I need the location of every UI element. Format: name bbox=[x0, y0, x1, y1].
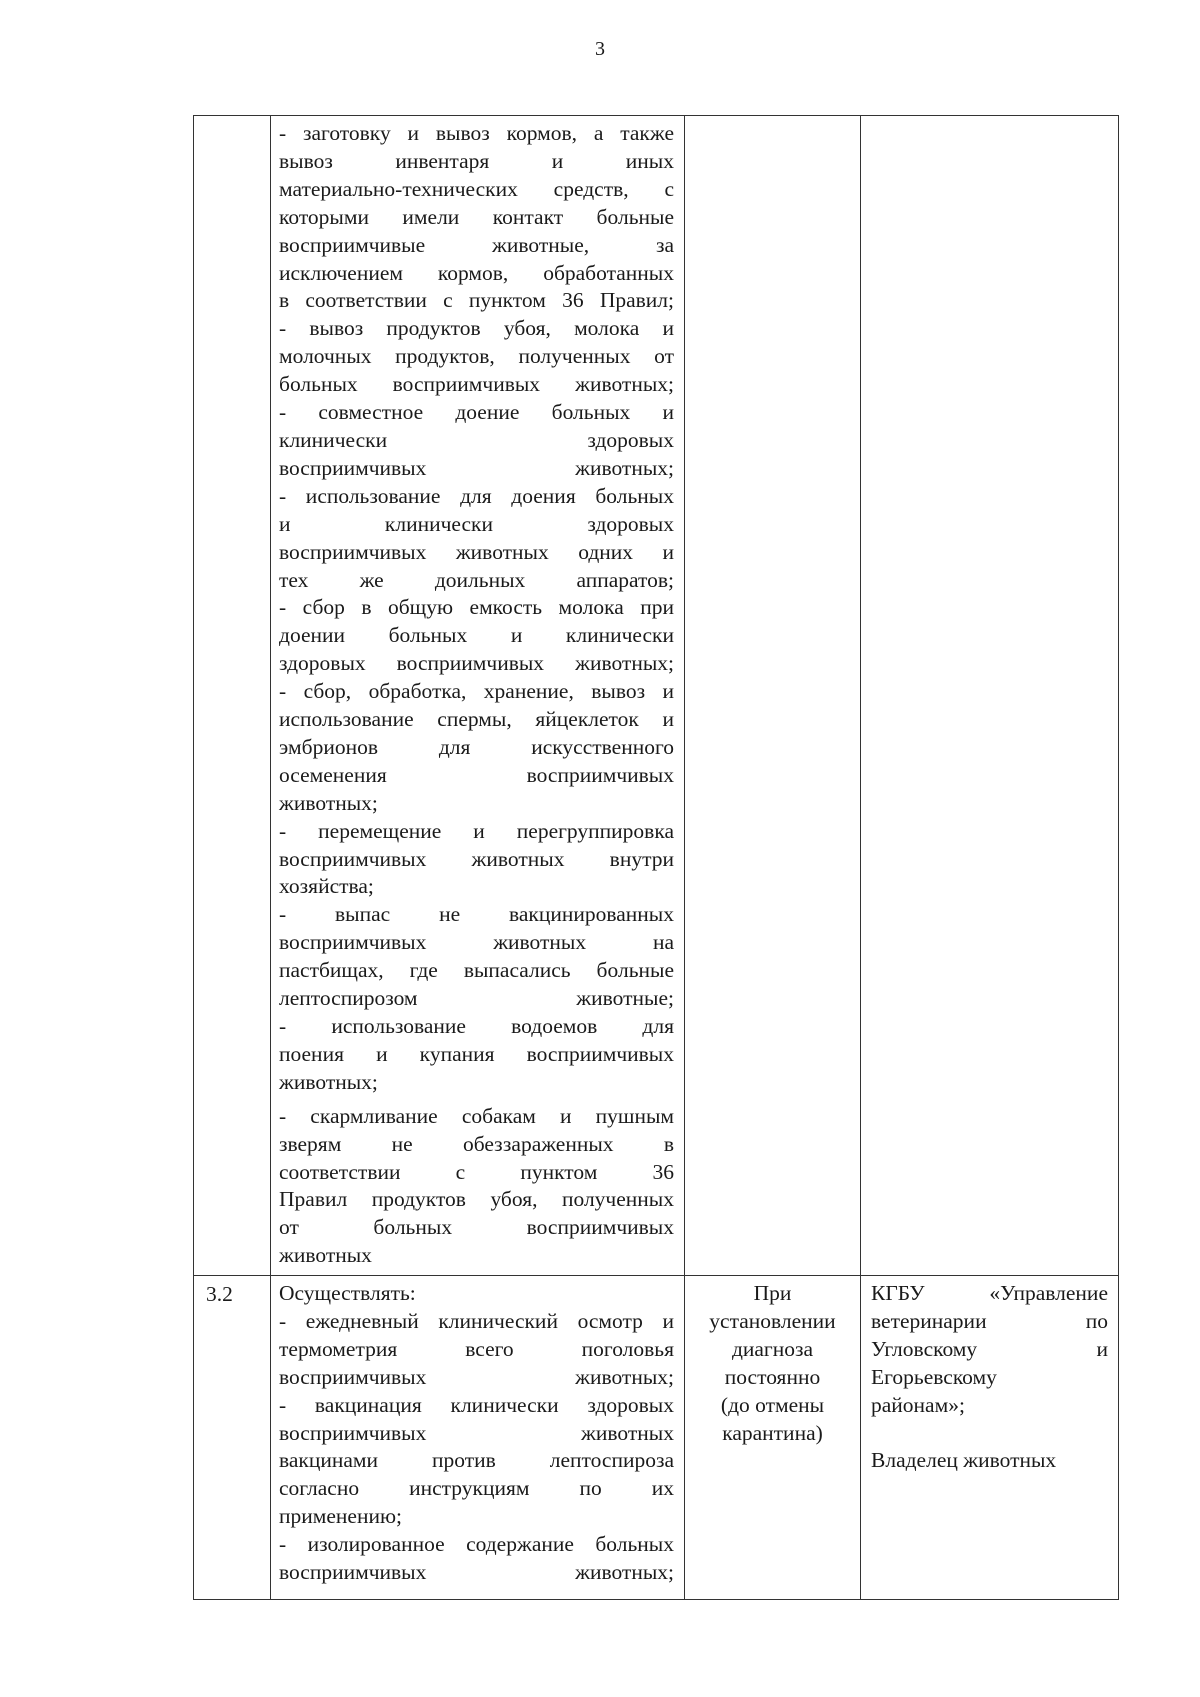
period-cell bbox=[685, 1276, 861, 1600]
measure-line: эмбрионов для искусственного bbox=[279, 734, 674, 759]
responsible-line: КГБУ «Управление bbox=[871, 1281, 1108, 1305]
measure-line: восприимчивых животных; bbox=[279, 1364, 674, 1389]
responsible-line: районам»; bbox=[871, 1392, 965, 1417]
measure-line: восприимчивых животных; bbox=[279, 455, 674, 480]
measure-line: животных; bbox=[279, 790, 378, 815]
measure-line: восприимчивых животных на bbox=[279, 930, 674, 955]
measure-line: - ежедневный клинический осмотр и bbox=[279, 1308, 674, 1333]
measure-line: - совместное доение больных и bbox=[279, 400, 674, 425]
measure-line: термометрия всего поголовья bbox=[279, 1336, 674, 1361]
measure-line: хозяйства; bbox=[279, 874, 374, 899]
measure-line: вывоз инвентаря и иных bbox=[279, 148, 674, 173]
measure-line: тех же доильных аппаратов; bbox=[279, 567, 674, 592]
page-number: 3 bbox=[595, 38, 605, 60]
measure-description bbox=[271, 1276, 685, 1600]
measures-table bbox=[193, 115, 1119, 1600]
measure-line: осеменения восприимчивых bbox=[279, 762, 674, 787]
measure-line: здоровых восприимчивых животных; bbox=[279, 651, 674, 676]
measure-line: восприимчивые животные, за bbox=[279, 232, 674, 257]
measure-line: материально-технических средств, с bbox=[279, 176, 674, 201]
period-line: постоянно bbox=[724, 1364, 821, 1389]
measure-line: лептоспирозом животные; bbox=[279, 986, 674, 1011]
period-line: диагноза bbox=[731, 1336, 814, 1361]
measure-line: животных bbox=[279, 1243, 372, 1268]
responsible-line: ветеринарии по bbox=[871, 1308, 1108, 1333]
responsible-line: Владелец животных bbox=[871, 1448, 1057, 1473]
period-cell bbox=[685, 116, 861, 1276]
table-row bbox=[194, 116, 1119, 1276]
measure-line: больных восприимчивых животных; bbox=[279, 372, 674, 397]
measure-line: животных; bbox=[279, 1069, 378, 1094]
row-number: 3.2 bbox=[194, 1276, 271, 1600]
measure-line: использование спермы, яйцеклеток и bbox=[279, 707, 674, 732]
measure-line: - вывоз продуктов убоя, молока и bbox=[279, 316, 674, 341]
measure-line: пастбищах, где выпасались больные bbox=[279, 958, 674, 983]
measure-line: восприимчивых животных; bbox=[279, 1560, 674, 1585]
measure-line: применению; bbox=[279, 1504, 403, 1529]
measure-line: Правил продуктов убоя, полученных bbox=[279, 1187, 674, 1212]
measure-line: - использование для доения больных bbox=[279, 483, 674, 508]
period-line: (до отмены bbox=[720, 1392, 825, 1417]
measure-line: - скармливание собакам и пушным bbox=[279, 1103, 674, 1128]
measure-line: - использование водоемов для bbox=[279, 1014, 674, 1038]
responsible-cell bbox=[861, 1276, 1119, 1600]
period-line: При bbox=[753, 1281, 792, 1305]
blank-line bbox=[871, 1420, 1108, 1448]
measure-line: которыми имели контакт больные bbox=[279, 204, 674, 229]
measure-line: от больных восприимчивых bbox=[279, 1215, 674, 1240]
responsible-line: Егорьевскому bbox=[871, 1364, 997, 1389]
measure-line: восприимчивых животных внутри bbox=[279, 846, 674, 871]
measure-line: доении больных и клинически bbox=[279, 623, 674, 648]
measure-line: - вакцинация клинически здоровых bbox=[279, 1392, 674, 1417]
measure-line: исключением кормов, обработанных bbox=[279, 260, 674, 285]
measure-line: и клинически здоровых bbox=[279, 511, 674, 536]
measure-line: согласно инструкциям по их bbox=[279, 1476, 674, 1501]
responsible-line: Угловскому и bbox=[871, 1336, 1108, 1361]
measure-line: поения и купания восприимчивых bbox=[279, 1041, 674, 1066]
measure-line: - заготовку и вывоз кормов, а также bbox=[279, 121, 674, 145]
measure-line: Осуществлять: bbox=[279, 1281, 416, 1305]
period-line: установлении bbox=[709, 1308, 836, 1333]
measure-line: - выпас не вакцинированных bbox=[279, 902, 674, 927]
measure-line: - сбор в общую емкость молока при bbox=[279, 595, 674, 620]
measure-line: восприимчивых животных одних и bbox=[279, 539, 674, 564]
measure-line: зверям не обеззараженных в bbox=[279, 1131, 674, 1156]
measure-line: в соответствии с пунктом 36 Правил; bbox=[279, 288, 674, 313]
measure-line: восприимчивых животных bbox=[279, 1420, 674, 1445]
table-row bbox=[194, 1276, 1119, 1600]
measure-line: - перемещение и перегруппировка bbox=[279, 818, 674, 843]
measure-line: клинически здоровых bbox=[279, 427, 674, 452]
responsible-cell bbox=[861, 116, 1119, 1276]
measure-line: - изолированное содержание больных bbox=[279, 1532, 674, 1557]
row-number bbox=[194, 116, 271, 1276]
measure-line: - сбор, обработка, хранение, вывоз и bbox=[279, 679, 674, 704]
measure-line: соответствии с пунктом 36 bbox=[279, 1159, 674, 1184]
period-line: карантина) bbox=[722, 1420, 823, 1445]
measure-description bbox=[271, 116, 685, 1276]
measure-line: вакцинами против лептоспироза bbox=[279, 1448, 674, 1473]
measure-line: молочных продуктов, полученных от bbox=[279, 344, 674, 369]
